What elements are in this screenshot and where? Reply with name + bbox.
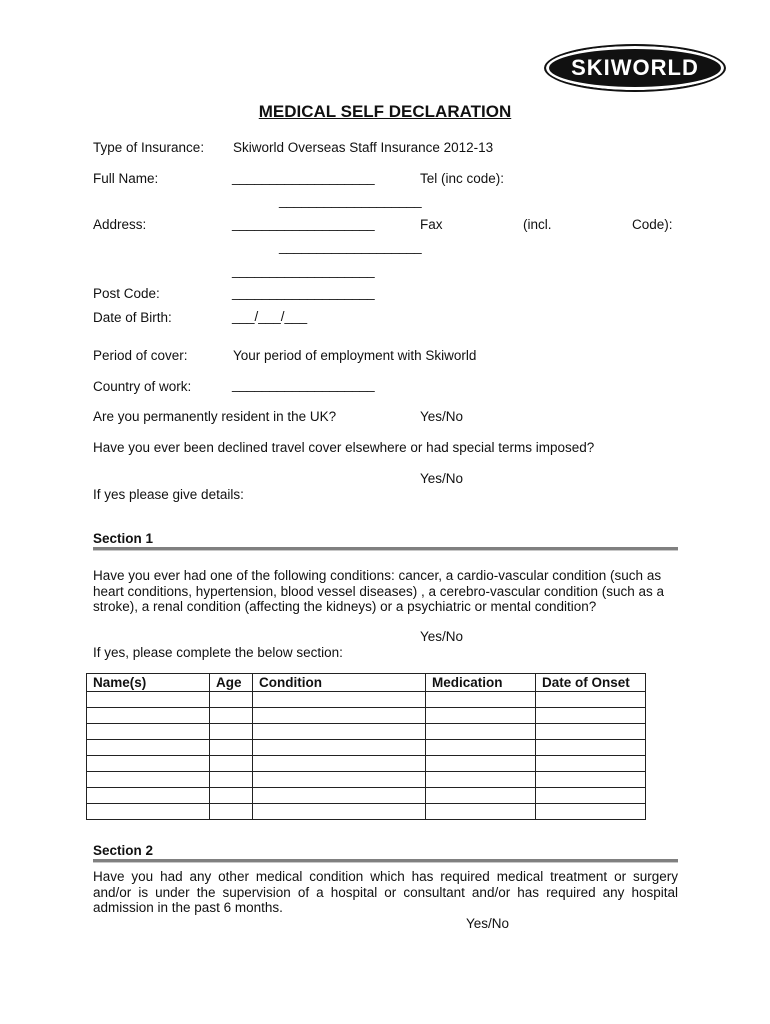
dob-field[interactable]: ___/___/___: [232, 309, 308, 324]
country-of-work-label: Country of work:: [93, 379, 192, 394]
table-cell[interactable]: [210, 740, 253, 756]
table-cell[interactable]: [536, 708, 646, 724]
period-of-cover-value: Your period of employment with Skiworld: [233, 348, 477, 363]
table-cell[interactable]: [87, 708, 210, 724]
table-cell[interactable]: [87, 740, 210, 756]
table-row: [87, 804, 646, 820]
section-1-yes-no[interactable]: Yes/No: [420, 629, 464, 644]
section-2-heading: Section 2: [93, 843, 154, 858]
table-cell[interactable]: [87, 772, 210, 788]
table-cell[interactable]: [426, 724, 536, 740]
table-cell[interactable]: [253, 788, 426, 804]
table-cell[interactable]: [253, 740, 426, 756]
table-cell[interactable]: [426, 788, 536, 804]
table-cell[interactable]: [210, 772, 253, 788]
table-cell[interactable]: [426, 772, 536, 788]
address-field-2[interactable]: ___________________: [232, 263, 375, 278]
table-cell[interactable]: [253, 804, 426, 820]
declined-yes-no[interactable]: Yes/No: [420, 471, 464, 486]
type-of-insurance-label: Type of Insurance:: [93, 140, 205, 155]
table-row: [87, 788, 646, 804]
address-label: Address:: [93, 217, 147, 232]
fax-label: Fax: [420, 217, 443, 232]
dob-label: Date of Birth:: [93, 310, 172, 325]
header-names: Name(s): [87, 674, 210, 692]
conditions-table: [86, 673, 646, 820]
details-label: If yes please give details:: [93, 487, 244, 502]
table-cell[interactable]: [536, 772, 646, 788]
table-row: [87, 772, 646, 788]
period-of-cover-label: Period of cover:: [93, 348, 188, 363]
tel-field[interactable]: ___________________: [279, 193, 422, 208]
table-cell[interactable]: [87, 724, 210, 740]
table-cell[interactable]: [536, 756, 646, 772]
table-cell[interactable]: [536, 740, 646, 756]
header-medication: Medication: [426, 674, 536, 692]
logo-text: SKIWORLD: [571, 55, 699, 80]
table-cell[interactable]: [536, 724, 646, 740]
section-1-divider: [93, 547, 678, 551]
header-condition: Condition: [253, 674, 426, 692]
table-cell[interactable]: [210, 788, 253, 804]
page-title: MEDICAL SELF DECLARATION: [258, 102, 512, 121]
table-row: [87, 708, 646, 724]
full-name-field[interactable]: ___________________: [232, 170, 375, 185]
section-2-yes-no[interactable]: Yes/No: [466, 916, 510, 931]
tel-label: Tel (inc code):: [420, 171, 505, 186]
table-cell[interactable]: [87, 756, 210, 772]
table-row: [87, 724, 646, 740]
table-cell[interactable]: [426, 756, 536, 772]
table-cell[interactable]: [426, 708, 536, 724]
section-1-question: Have you ever had one of the following conditions: cancer, a cardio-vascular condition (such as heart conditions, hypertension, blood vessel diseases) , a cerebro-vascular condition (such as a stroke), a renal condition (affecting the kidneys) or a psychiatric or mental condition?: [93, 568, 665, 614]
table-row: [87, 756, 646, 772]
table-cell[interactable]: [426, 740, 536, 756]
fax-incl-text: (incl.: [523, 217, 552, 232]
type-of-insurance-value: Skiworld Overseas Staff Insurance 2012-13: [233, 140, 494, 155]
table-cell[interactable]: [426, 692, 536, 708]
table-cell[interactable]: [253, 708, 426, 724]
table-cell[interactable]: [253, 692, 426, 708]
post-code-field[interactable]: ___________________: [232, 285, 375, 300]
address-field-1[interactable]: ___________________: [232, 216, 375, 231]
table-cell[interactable]: [87, 692, 210, 708]
table-cell[interactable]: [253, 756, 426, 772]
header-date-of-onset: Date of Onset: [536, 674, 646, 692]
table-cell[interactable]: [253, 724, 426, 740]
resident-question: Are you permanently resident in the UK?: [93, 409, 337, 424]
skiworld-logo: [544, 44, 726, 92]
table-cell[interactable]: [210, 804, 253, 820]
table-cell[interactable]: [536, 804, 646, 820]
table-cell[interactable]: [253, 772, 426, 788]
table-header-row: [87, 674, 646, 692]
section-2-question: Have you had any other medical condition which has required medical treatment or surgery and/or is under the supervision of a hospital or consultant and/or has required any hospital admission in the past 6 months.: [93, 869, 678, 915]
section-1-complete-label: If yes, please complete the below section:: [93, 645, 343, 660]
resident-yes-no[interactable]: Yes/No: [420, 409, 464, 424]
table-cell[interactable]: [87, 788, 210, 804]
table-cell[interactable]: [210, 724, 253, 740]
table-row: [87, 692, 646, 708]
declined-question: Have you ever been declined travel cover elsewhere or had special terms imposed?: [93, 440, 595, 455]
table-row: [87, 740, 646, 756]
table-cell[interactable]: [210, 708, 253, 724]
full-name-label: Full Name:: [93, 171, 159, 186]
section-2-divider: [93, 859, 678, 863]
table-cell[interactable]: [536, 788, 646, 804]
table-cell[interactable]: [210, 692, 253, 708]
post-code-label: Post Code:: [93, 286, 160, 301]
table-cell[interactable]: [87, 804, 210, 820]
country-of-work-field[interactable]: ___________________: [232, 377, 375, 392]
table-cell[interactable]: [426, 804, 536, 820]
section-1-heading: Section 1: [93, 531, 154, 546]
header-age: Age: [210, 674, 253, 692]
fax-field[interactable]: ___________________: [279, 239, 422, 254]
table-cell[interactable]: [210, 756, 253, 772]
fax-code-text: Code):: [632, 217, 673, 232]
table-cell[interactable]: [536, 692, 646, 708]
